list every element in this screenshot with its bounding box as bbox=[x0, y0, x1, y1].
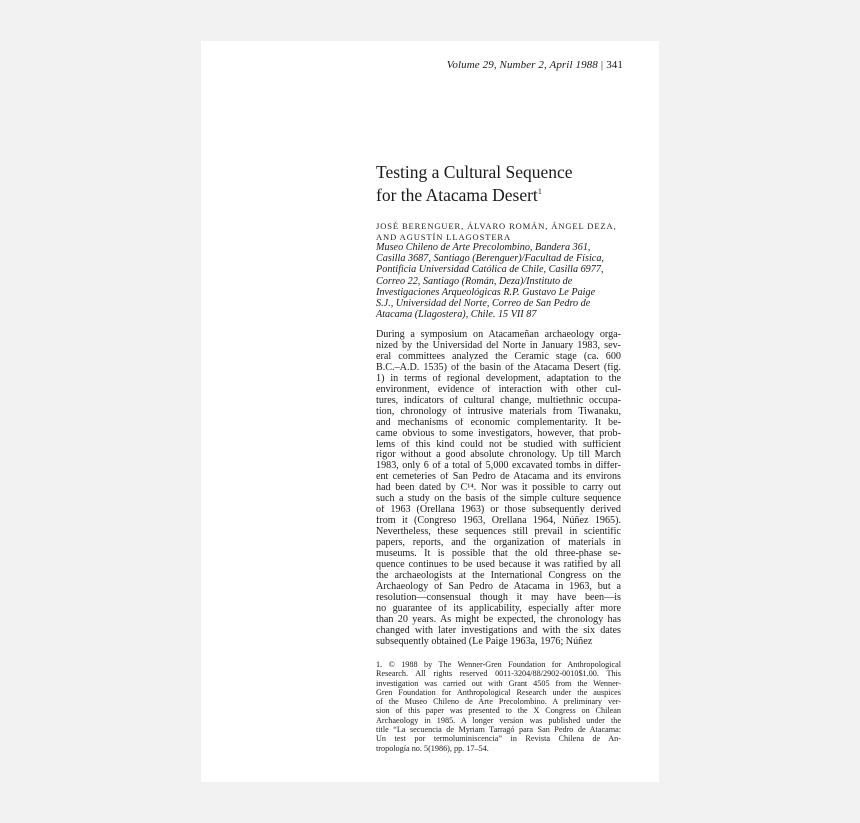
body-line: than 20 years. As might be expected, the chronology has bbox=[376, 614, 621, 625]
footnote-line: Archaeology in 1985. A longer version was published under the bbox=[376, 715, 621, 725]
body-line: quence continues to be used because it was ratified by all bbox=[376, 560, 621, 571]
footnote-line: investigation was carried out with Grant 4505 from the Wenner- bbox=[376, 678, 621, 688]
page-number: 341 bbox=[606, 59, 623, 71]
author-list bbox=[376, 221, 621, 242]
body-line: rigor without a good absolute chronology. Up till March bbox=[376, 450, 621, 461]
body-line: no guarantee of its applicability, especially after more bbox=[376, 603, 621, 614]
running-head bbox=[447, 59, 623, 71]
body-line: the archaeologists at the International Congress on the bbox=[376, 570, 621, 581]
body-line: Archaeology of San Pedro de Atacama in 1963, but a bbox=[376, 581, 621, 592]
body-line: During a symposium on Atacameñan archaeology orga- bbox=[376, 330, 621, 340]
affiliation-line: S.J., Universidad del Norte, Correo de San Pedro de bbox=[376, 298, 591, 310]
body-line: 1) in terms of regional development, adaptation to the bbox=[376, 373, 621, 384]
title-line-2-text: for the Atacama Desert bbox=[376, 185, 538, 205]
authors-line-2: AND AGUSTÍN LLAGOSTERA bbox=[376, 231, 512, 242]
body-line: changed with later investigations and with the six dates bbox=[376, 625, 621, 636]
footnote-line: Research. All rights reserved 0011-3204/88/2902-0010$1.00. This bbox=[376, 669, 621, 679]
body-line: came obvious to some investigators, however, that prob- bbox=[376, 428, 621, 439]
affiliation-line: Atacama (Llagostera), Chile. 15 VII 87 bbox=[376, 309, 537, 321]
footnote-line: 1. © 1988 by The Wenner-Gren Foundation for Anthropological bbox=[376, 660, 621, 669]
authors-line-1: JOSÉ BERENGUER, ÁLVARO ROMÁN, ÁNGEL DEZA, bbox=[376, 221, 617, 231]
body-line: eral committees analyzed the Ceramic stage (ca. 600 bbox=[376, 351, 621, 362]
affiliation-line: Casilla 3687, Santiago (Berenguer)/Facultad de Física, bbox=[376, 253, 604, 265]
footnote-line: tropología no. 5(1986), pp. 17–54. bbox=[376, 743, 489, 753]
body-line: papers, reports, and the organization of materials in bbox=[376, 538, 621, 549]
body-line: and mechanisms of economic complementarity. It be- bbox=[376, 417, 621, 428]
body-paragraph bbox=[376, 330, 621, 648]
body-line: lems of this kind could not be studied with sufficient bbox=[376, 439, 621, 450]
journal-page bbox=[201, 41, 659, 782]
journal-issue: Volume 29, Number 2, April 1988 bbox=[446, 59, 598, 71]
body-line: subsequently obtained (Le Paige 1963a, 1976; Núñez bbox=[376, 636, 593, 647]
body-line: had been dated by C¹⁴. Nor was it possible to carry out bbox=[376, 483, 621, 494]
affiliation-line: Correo 22, Santiago (Román, Deza)/Instituto de bbox=[376, 275, 573, 287]
affiliation-line: Investigaciones Arqueológicas R.P. Gustavo Le Paige bbox=[376, 286, 596, 298]
footnote-line: title “La secuencia de Myriam Tarragó para San Pedro de Atacama: bbox=[376, 725, 621, 735]
footnote-line: of the Museo Chileno de Arte Precolombino. A preliminary ver- bbox=[376, 697, 621, 707]
body-line: tion, chronology of intrusive materials from Tiwanaku, bbox=[376, 406, 621, 417]
body-line: such a study on the basis of the simple culture sequence bbox=[376, 494, 621, 505]
affiliation-line: Museo Chileno de Arte Precolombino, Bandera 361, bbox=[376, 242, 591, 253]
body-line: of 1963 (Orellana 1963) or those subsequently derived bbox=[376, 505, 621, 516]
title-line-2 bbox=[376, 182, 621, 205]
body-line: tures, indicators of cultural change, multiethnic occupa- bbox=[376, 395, 621, 406]
body-line: from it (Congreso 1963, Orellana 1964, Núñez 1965). bbox=[376, 516, 621, 527]
body-line: ent cemeteries of San Pedro de Atacama and its environs bbox=[376, 472, 621, 483]
title-footnote-marker: 1 bbox=[537, 187, 542, 196]
body-line: environment, evidence of interaction with other cul- bbox=[376, 384, 621, 395]
article-title bbox=[376, 163, 621, 205]
title-line-1: Testing a Cultural Sequence bbox=[376, 162, 573, 182]
footnote-line: sion of this paper was presented to the X Congress on Chilean bbox=[376, 706, 621, 716]
body-line: nized by the Universidad del Norte in January 1983, sev- bbox=[376, 340, 621, 351]
author-affiliation bbox=[376, 242, 621, 320]
footnote-line: Gren Foundation for Anthropological Research under the auspices bbox=[376, 687, 621, 697]
running-head-separator: | bbox=[600, 59, 604, 71]
footnote bbox=[376, 660, 621, 753]
body-line: museums. It is possible that the old three-phase se- bbox=[376, 549, 621, 560]
body-line: Nevertheless, these sequences still prevail in scientific bbox=[376, 527, 621, 538]
body-line: B.C.–A.D. 1535) of the basin of the Atacama Desert (fig. bbox=[376, 362, 621, 373]
affiliation-line: Pontificia Universidad Católica de Chile, Casilla 6977, bbox=[376, 264, 604, 276]
body-line: 1983, only 6 of a total of 5,000 excavated tombs in differ- bbox=[376, 461, 621, 472]
body-line: resolution—consensual though it may have been—is bbox=[376, 592, 621, 603]
footnote-line: Un test por termoluminiscencia” in Revista Chilena de An- bbox=[376, 734, 621, 744]
